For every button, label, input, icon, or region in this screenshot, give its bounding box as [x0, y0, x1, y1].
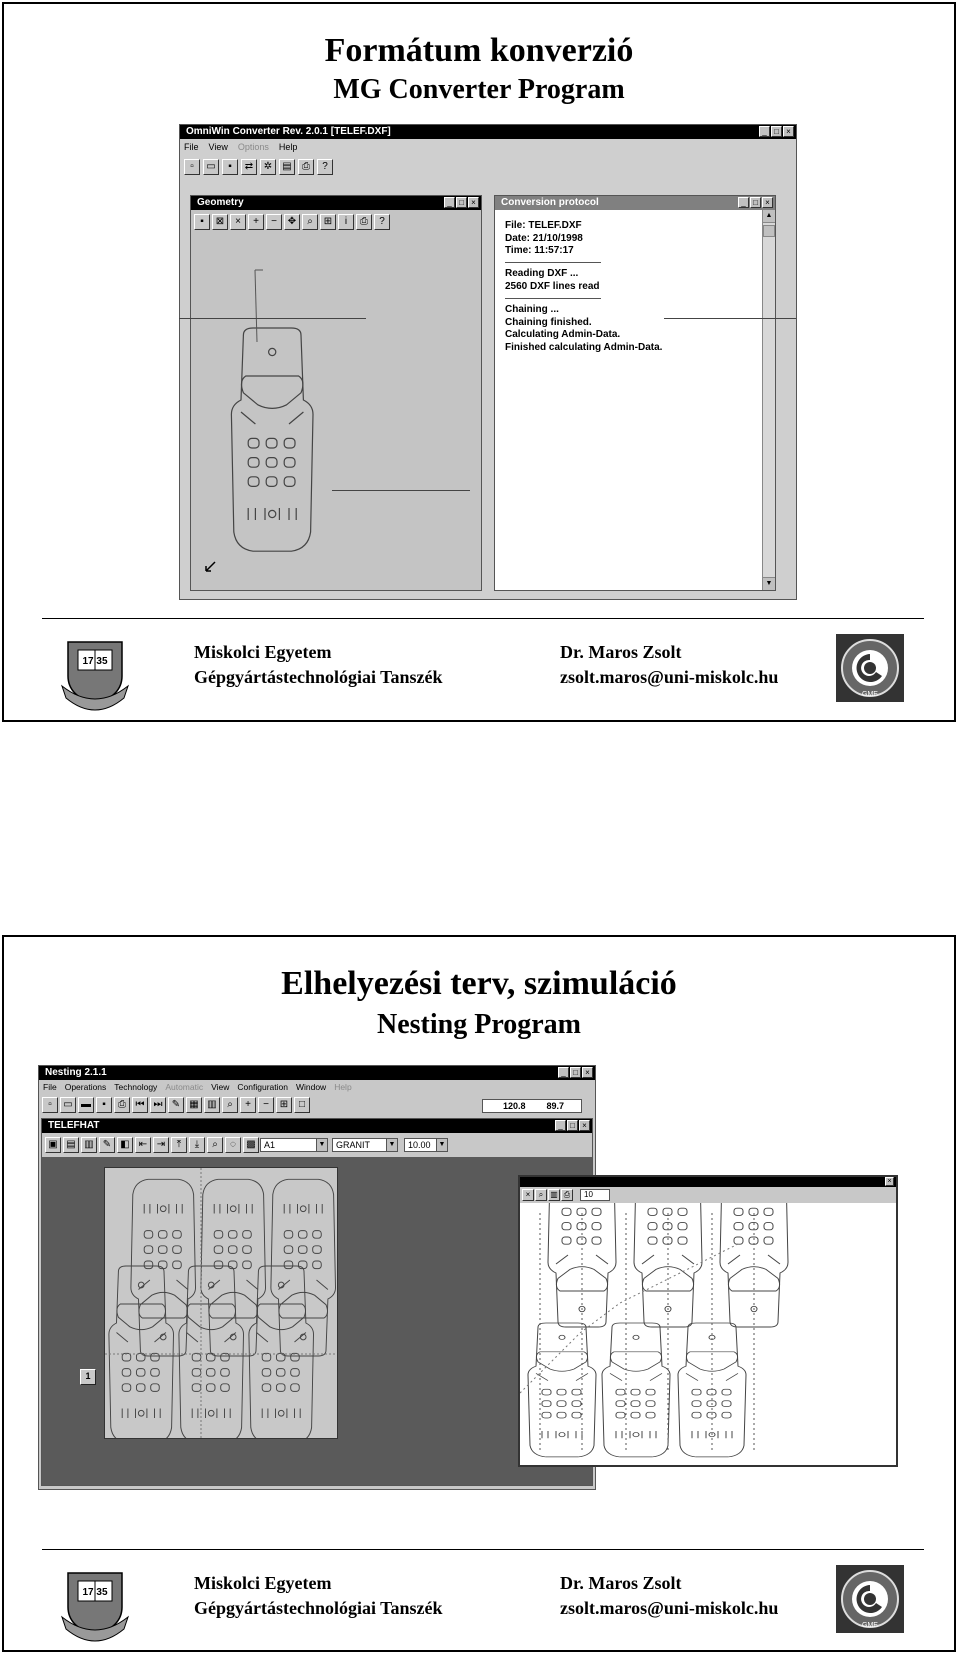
footer-rule: [42, 618, 924, 619]
menu-automatic[interactable]: Automatic: [165, 1082, 204, 1092]
thickness-select[interactable]: [404, 1138, 448, 1152]
scroll-down-icon[interactable]: ▼: [763, 577, 775, 590]
cursor-arrow-icon: [203, 560, 217, 574]
zoom-icon[interactable]: ⌕: [535, 1189, 547, 1201]
converter-titlebar: OmniWin Converter Rev. 2.0.1 [TELEF.DXF]: [180, 125, 796, 139]
save-icon[interactable]: ▪: [194, 214, 210, 230]
nesting-menubar: [39, 1080, 595, 1095]
menu-window[interactable]: Window: [295, 1082, 327, 1092]
save-icon[interactable]: ▪: [222, 159, 238, 175]
maximize-icon[interactable]: □: [570, 1067, 581, 1078]
grid-icon[interactable]: ⊞: [320, 214, 336, 230]
zoom-fit-icon[interactable]: ⊠: [212, 214, 228, 230]
footer-department: Gépgyártástechnológiai Tanszék: [194, 667, 443, 687]
protocol-line: Finished calculating Admin-Data.: [505, 341, 663, 353]
align-right-icon[interactable]: ⇥: [153, 1137, 169, 1153]
close-icon[interactable]: ×: [579, 1120, 590, 1131]
layers-icon[interactable]: ▥: [204, 1097, 220, 1113]
minimize-icon[interactable]: _: [558, 1067, 569, 1078]
telefhat-window-controls[interactable]: [555, 1120, 590, 1131]
menu-view[interactable]: View: [208, 142, 228, 152]
menu-help[interactable]: Help: [334, 1082, 352, 1092]
close-icon[interactable]: ×: [762, 197, 773, 208]
protocol-line: Time: 11:57:17: [505, 245, 574, 256]
menu-configuration[interactable]: Configuration: [237, 1082, 288, 1092]
print-icon[interactable]: ⎙: [561, 1189, 573, 1201]
coord-y: 89.7: [546, 1101, 565, 1111]
converter-toolbar: [184, 159, 333, 175]
chevron-down-icon[interactable]: ▼: [316, 1139, 327, 1151]
open-folder-icon[interactable]: ▭: [203, 159, 219, 175]
close-icon[interactable]: ×: [522, 1189, 534, 1201]
close-icon[interactable]: ×: [783, 126, 794, 137]
simulation-window: [518, 1175, 898, 1467]
close-icon[interactable]: ×: [885, 1177, 894, 1186]
menu-view[interactable]: View: [211, 1082, 230, 1092]
protocol-block-chaining: [505, 304, 662, 354]
open-icon[interactable]: ▭: [60, 1097, 76, 1113]
zoom-out-icon[interactable]: −: [266, 214, 282, 230]
footer-rule: [42, 1549, 924, 1550]
telefhat-titlebar: TELEFHAT: [42, 1119, 592, 1133]
edit-icon[interactable]: ✎: [99, 1137, 115, 1153]
university-crest-logo: [58, 632, 134, 714]
print-icon[interactable]: ⎙: [356, 214, 372, 230]
zoom-window-icon[interactable]: ⌕: [302, 214, 318, 230]
search-icon[interactable]: ⌕: [207, 1137, 223, 1153]
footer-university: Miskolci Egyetem: [194, 642, 332, 662]
simulation-window-controls[interactable]: [885, 1177, 894, 1186]
save-icon[interactable]: ▪: [96, 1097, 112, 1113]
nesting-app-window: [38, 1065, 596, 1490]
footer-university: Miskolci Egyetem: [194, 1573, 332, 1593]
protocol-line: Chaining ...: [505, 304, 559, 315]
menu-file[interactable]: File: [184, 142, 199, 152]
scroll-thumb[interactable]: [763, 225, 775, 237]
info-icon[interactable]: i: [338, 214, 354, 230]
slide-title: Elhelyezési terv, szimuláció: [281, 965, 677, 1002]
help-icon[interactable]: ?: [317, 159, 333, 175]
maximize-icon[interactable]: □: [750, 197, 761, 208]
material-select[interactable]: [332, 1138, 398, 1152]
protocol-line: 2560 DXF lines read: [505, 280, 600, 292]
part-icon[interactable]: ▣: [45, 1137, 61, 1153]
protocol-block-file: [505, 220, 583, 258]
scroll-up-icon[interactable]: ▲: [763, 210, 775, 223]
university-crest-logo: [58, 1563, 134, 1645]
protocol-line: Calculating Admin-Data.: [505, 329, 621, 340]
window-controls[interactable]: [759, 126, 794, 137]
menu-operations[interactable]: Operations: [64, 1082, 107, 1092]
geometry-toolbar: [194, 214, 390, 230]
delete-icon[interactable]: ×: [230, 214, 246, 230]
thickness-select-value: 10.00: [408, 1140, 431, 1150]
converter-menubar: [180, 140, 796, 155]
simulation-toolbar: [522, 1189, 573, 1201]
zoom-in-icon[interactable]: +: [248, 214, 264, 230]
footer-email[interactable]: zsolt.maros@uni-miskolc.hu: [560, 1598, 779, 1618]
nesting-titlebar: Nesting 2.1.1: [39, 1066, 595, 1080]
maximize-icon[interactable]: □: [567, 1120, 578, 1131]
slide-nesting: [2, 935, 956, 1652]
callout-line: [332, 490, 470, 491]
minimize-icon[interactable]: _: [759, 126, 770, 137]
protocol-separator: [505, 262, 601, 263]
crest-year: 17 35: [82, 1587, 108, 1598]
zoom-in-icon[interactable]: +: [240, 1097, 256, 1113]
minimize-icon[interactable]: _: [555, 1120, 566, 1131]
maximize-icon[interactable]: □: [771, 126, 782, 137]
department-gear-logo: [836, 1565, 904, 1633]
close-icon[interactable]: ×: [468, 197, 479, 208]
align-left-icon[interactable]: ⇤: [135, 1137, 151, 1153]
zoom-icon[interactable]: ⌕: [222, 1097, 238, 1113]
converter-app-window: [179, 124, 797, 600]
simulation-titlebar: [520, 1177, 896, 1187]
slide-subtitle: Nesting Program: [377, 1009, 581, 1040]
folder-icon[interactable]: ▬: [78, 1097, 94, 1113]
menu-file[interactable]: File: [43, 1082, 57, 1092]
coord-x: 120.8: [502, 1101, 526, 1111]
convert-icon[interactable]: ⇄: [241, 159, 257, 175]
minimize-icon[interactable]: _: [738, 197, 749, 208]
nesting-toolbar: [42, 1097, 310, 1113]
align-top-icon[interactable]: ⤒: [171, 1137, 187, 1153]
footer-email[interactable]: zsolt.maros@uni-miskolc.hu: [560, 667, 779, 687]
pan-icon[interactable]: ✥: [284, 214, 300, 230]
footer-department: Gépgyártástechnológiai Tanszék: [194, 1598, 443, 1618]
protocol-window-controls[interactable]: [738, 197, 773, 208]
protocol-block-reading: [505, 268, 600, 293]
simulation-drawing: [520, 1203, 896, 1465]
align-bottom-icon[interactable]: ⤓: [189, 1137, 205, 1153]
coordinate-readout: [482, 1099, 582, 1113]
zoom-input[interactable]: 10: [580, 1189, 610, 1201]
sheet-select[interactable]: [260, 1138, 328, 1152]
page-number-button[interactable]: 1: [80, 1369, 96, 1385]
crest-year: 17 35: [82, 656, 108, 667]
geometry-window: [190, 195, 482, 591]
first-icon[interactable]: ⏮: [132, 1097, 148, 1113]
last-icon[interactable]: ⏭: [150, 1097, 166, 1113]
lock-icon[interactable]: ▩: [243, 1137, 259, 1153]
grid-icon[interactable]: ⊞: [276, 1097, 292, 1113]
nest-icon[interactable]: ▥: [81, 1137, 97, 1153]
menu-options[interactable]: Options: [237, 142, 269, 152]
callout-line: [664, 318, 796, 319]
phone-drawing: [211, 258, 331, 558]
slide-title: Formátum konverzió: [324, 32, 634, 69]
nesting-sheet[interactable]: [104, 1167, 338, 1439]
menu-technology[interactable]: Technology: [114, 1082, 158, 1092]
edit-icon[interactable]: ✎: [168, 1097, 184, 1113]
eraser-icon[interactable]: ◧: [117, 1137, 133, 1153]
chevron-down-icon[interactable]: ▼: [386, 1139, 397, 1151]
protocol-line: Chaining finished.: [505, 316, 592, 328]
nested-parts-drawing: [105, 1168, 337, 1438]
new-file-icon[interactable]: ▫: [184, 159, 200, 175]
light-icon[interactable]: ◌: [225, 1137, 241, 1153]
telefhat-toolbar: [45, 1137, 259, 1153]
gear-logo-text: GME: [862, 691, 878, 698]
new-icon[interactable]: ▫: [42, 1097, 58, 1113]
window-controls[interactable]: [558, 1067, 593, 1078]
protocol-separator: [505, 298, 601, 299]
close-icon[interactable]: ×: [582, 1067, 593, 1078]
footer-author: Dr. Maros Zsolt: [560, 642, 682, 662]
simulation-toolbar-area: [520, 1187, 896, 1203]
sheet-icon[interactable]: ▤: [63, 1137, 79, 1153]
step-icon[interactable]: ▥: [548, 1189, 560, 1201]
callout-line: [179, 318, 366, 319]
slide-subtitle: MG Converter Program: [333, 74, 625, 105]
sheet-select-value: A1: [264, 1140, 276, 1150]
geometry-window-controls[interactable]: [444, 197, 479, 208]
print-icon[interactable]: ⎙: [298, 159, 314, 175]
minimize-icon[interactable]: _: [444, 197, 455, 208]
menu-help[interactable]: Help: [278, 142, 298, 152]
gear-logo-text: GME: [862, 1622, 878, 1629]
material-select-value: GRANIT: [336, 1140, 371, 1150]
slide-converter: [2, 2, 956, 722]
help-icon[interactable]: ?: [374, 214, 390, 230]
telefhat-window: [41, 1118, 593, 1486]
frame-icon[interactable]: □: [294, 1097, 310, 1113]
document-icon[interactable]: ▤: [279, 159, 295, 175]
maximize-icon[interactable]: □: [456, 197, 467, 208]
print-icon[interactable]: ⎙: [114, 1097, 130, 1113]
table-icon[interactable]: ▦: [186, 1097, 202, 1113]
protocol-line: Date: 21/10/1998: [505, 232, 583, 244]
department-gear-logo: [836, 634, 904, 702]
settings-icon[interactable]: ✲: [260, 159, 276, 175]
protocol-scrollbar[interactable]: [762, 210, 775, 590]
geometry-titlebar: Geometry: [191, 196, 481, 210]
conversion-protocol-window: [494, 195, 776, 591]
zoom-out-icon[interactable]: −: [258, 1097, 274, 1113]
footer-author: Dr. Maros Zsolt: [560, 1573, 682, 1593]
protocol-titlebar: Conversion protocol: [495, 196, 775, 210]
protocol-line: File: TELEF.DXF: [505, 220, 582, 231]
protocol-line: Reading DXF ...: [505, 268, 579, 279]
chevron-down-icon[interactable]: ▼: [436, 1139, 447, 1151]
